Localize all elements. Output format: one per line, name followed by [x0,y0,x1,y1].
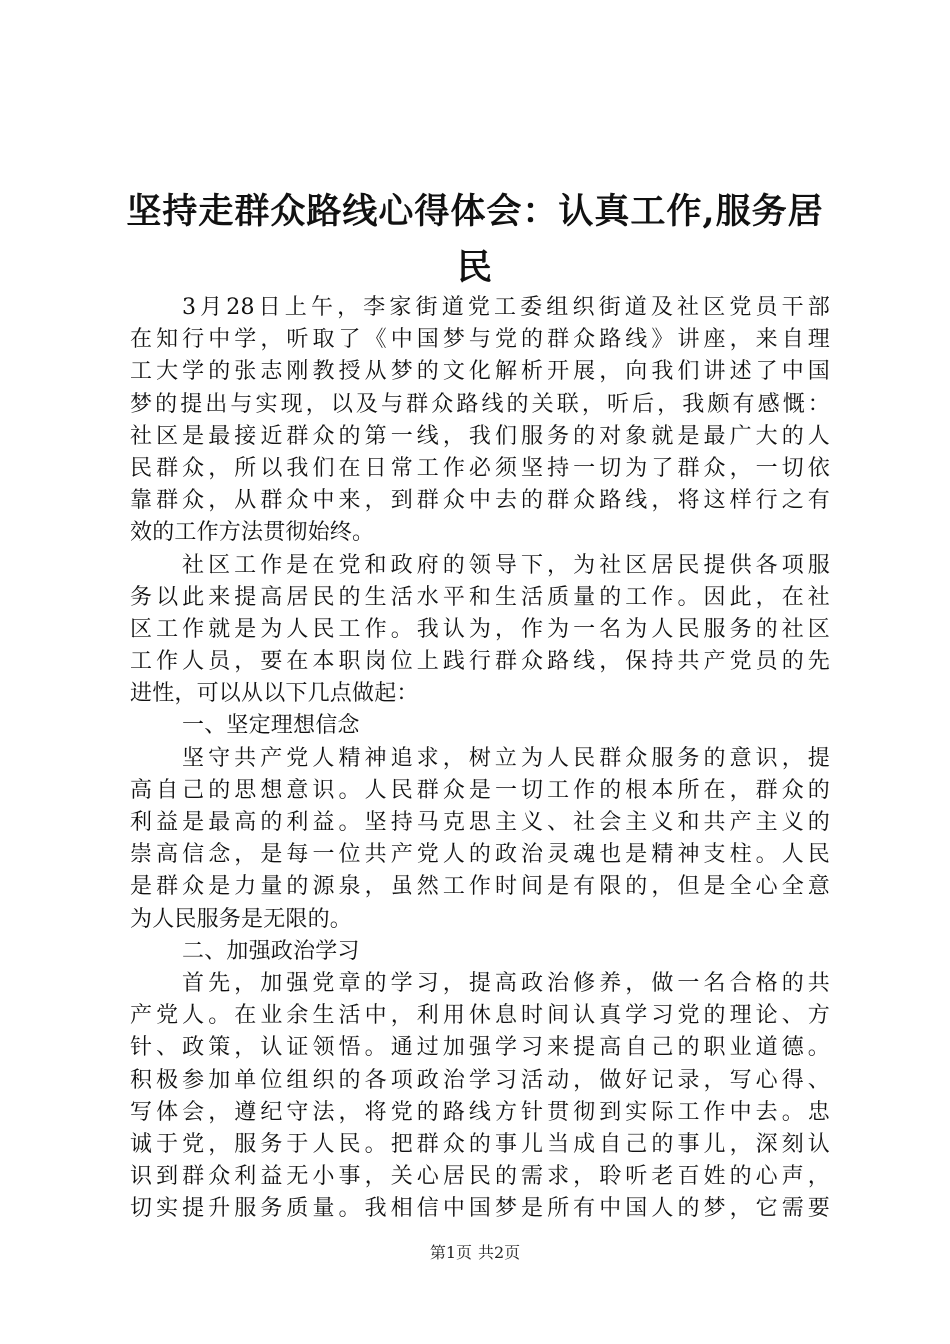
body-line: 积极参加单位组织的各项政治学习活动，做好记录，写心得、 [130,1067,830,1093]
body-line: 民群众，所以我们在日常工作必须坚持一切为了群众，一切依 [130,455,830,481]
body-line: 务以此来提高居民的生活水平和生活质量的工作。因此，在社 [130,584,830,610]
page-footer [0,1243,950,1263]
page-number-total: 共2页 [478,1243,521,1262]
document-body [130,292,830,1225]
body-line: 社区工作是在党和政府的领导下，为社区居民提供各项服 [182,552,830,578]
body-line: 在知行中学，听取了《中国梦与党的群众路线》讲座，来自理 [130,327,830,353]
body-line: 靠群众，从群众中来，到群众中去的群众路线，将这样行之有 [130,488,830,514]
body-line: 写体会，遵纪守法，将党的路线方针贯彻到实际工作中去。忠 [130,1099,830,1125]
body-line: 针、政策，认证领悟。通过加强学习来提高自己的职业道德。 [130,1035,830,1061]
body-line: 切实提升服务质量。我相信中国梦是所有中国人的梦，它需要 [130,1196,830,1222]
body-line: 坚守共产党人精神追求，树立为人民群众服务的意识，提 [182,745,830,771]
body-line: 进性，可以从以下几点做起： [130,681,419,707]
body-line: 诚于党，服务于人民。把群众的事儿当成自己的事儿，深刻认 [130,1131,830,1157]
title-line-2: 民 [456,247,493,288]
body-line: 3月28日上午，李家街道党工委组织街道及社区党员干部 [182,295,830,320]
section-heading: 一、坚定理想信念 [182,713,360,739]
page-number-current: 第1页 [429,1243,472,1262]
body-line: 区工作就是为人民工作。我认为，作为一名为人民服务的社区 [130,616,830,642]
body-line: 社区是最接近群众的第一线，我们服务的对象就是最广大的人 [130,423,830,449]
title-line-1: 坚持走群众路线心得体会：认真工作,服务居 [126,191,824,232]
body-line: 首先，加强党章的学习，提高政治修养，做一名合格的共 [182,970,830,996]
document-title [118,184,832,296]
body-line: 识到群众利益无小事，关心居民的需求，聆听老百姓的心声， [130,1164,830,1190]
body-line: 工大学的张志刚教授从梦的文化解析开展，向我们讲述了中国 [130,359,830,385]
body-line: 高自己的思想意识。人民群众是一切工作的根本所在，群众的 [130,777,830,803]
section-heading: 二、加强政治学习 [182,938,360,964]
body-line: 工作人员，要在本职岗位上践行群众路线，保持共产党员的先 [130,649,830,675]
body-line: 产党人。在业余生活中，利用休息时间认真学习党的理论、方 [130,1003,830,1029]
body-line: 利益是最高的利益。坚持马克思主义、社会主义和共产主义的 [130,810,830,835]
body-line: 崇高信念，是每一位共产党人的政治灵魂也是精神支柱。人民 [130,842,830,868]
body-line: 是群众是力量的源泉，虽然工作时间是有限的，但是全心全意 [130,874,830,900]
body-line: 效的工作方法贯彻始终。 [130,520,375,546]
body-line: 为人民服务是无限的。 [130,906,353,932]
body-line: 梦的提出与实现，以及与群众路线的关联，听后，我颇有感慨： [130,391,830,417]
